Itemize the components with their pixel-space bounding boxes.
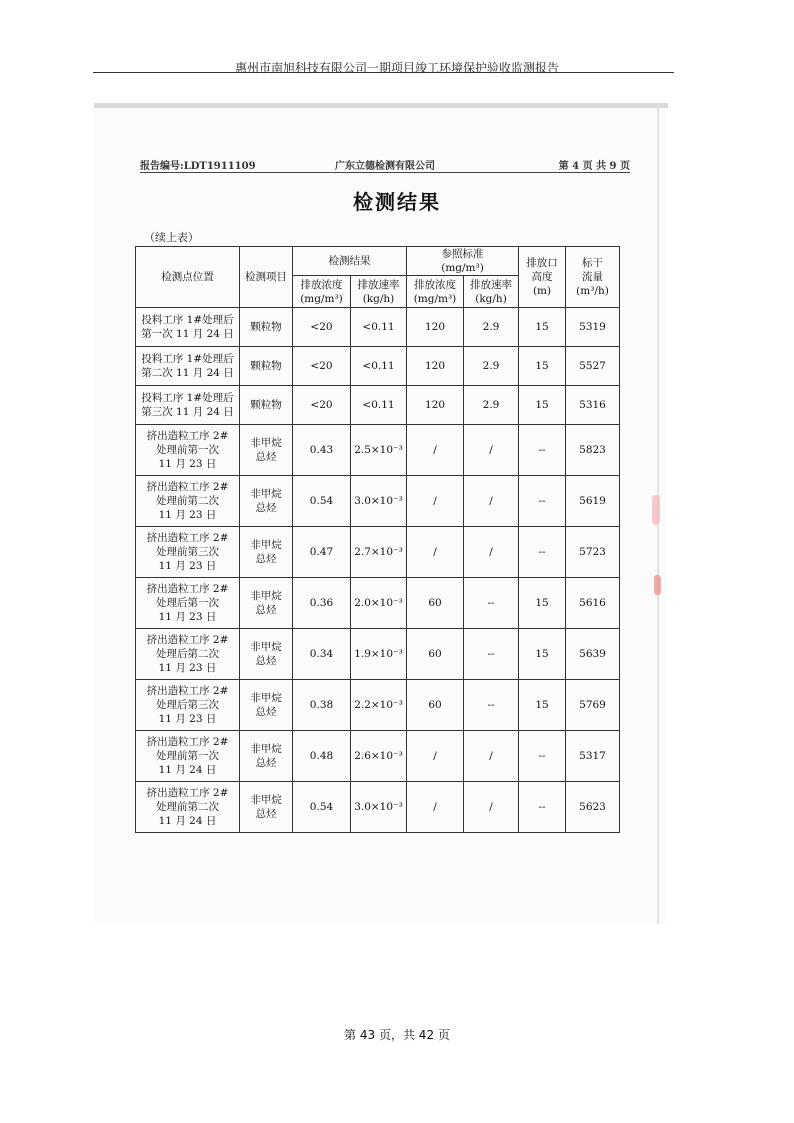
location-line: 处理前第三次: [156, 546, 219, 558]
height-label2: 高度: [531, 271, 553, 283]
location-line: 挤出造粒工序 2#: [146, 481, 229, 493]
flow-cell: 5623: [566, 782, 620, 833]
item-line: 非甲烷: [250, 488, 282, 500]
item-line: 非甲烷: [250, 590, 282, 602]
report-company: 广东立德检测有限公司: [335, 161, 435, 172]
location-line: 挤出造粒工序 2#: [146, 787, 229, 799]
item-cell: [240, 629, 293, 680]
std-rate-unit: (kg/h): [475, 292, 507, 305]
location-line: 处理前第二次: [156, 495, 219, 507]
conc-label: 排放浓度: [300, 278, 343, 291]
std-conc-cell: /: [407, 731, 464, 782]
std-conc-cell: 120: [407, 386, 464, 425]
item-line: 总烃: [255, 604, 277, 616]
location-cell: [136, 308, 240, 347]
item-cell: [240, 731, 293, 782]
flow-unit: (m³/h): [576, 285, 609, 297]
seal-mark: [652, 495, 660, 525]
header-rule: [93, 72, 674, 73]
location-line: 挤出造粒工序 2#: [146, 532, 229, 544]
flow-cell: 5317: [566, 731, 620, 782]
flow-cell: 5619: [566, 476, 620, 527]
rate-cell: <0.11: [351, 386, 407, 425]
report-number: 报告编号:LDT1911109: [140, 161, 256, 172]
header-std-rate: [464, 276, 519, 308]
location-line: 投料工序 1#处理后: [141, 392, 234, 404]
rate-cell: 1.9×10⁻³: [351, 629, 407, 680]
location-line: 第一次 11 月 24 日: [141, 328, 234, 340]
std-rate-cell: /: [464, 782, 519, 833]
item-line: 颗粒物: [250, 321, 282, 333]
conc-cell: 0.48: [293, 731, 351, 782]
height-cell: --: [519, 782, 566, 833]
flow-cell: 5616: [566, 578, 620, 629]
rate-cell: 2.6×10⁻³: [351, 731, 407, 782]
std-conc-cell: /: [407, 527, 464, 578]
standard-label: 参照标准: [441, 248, 484, 260]
location-line: 挤出造粒工序 2#: [146, 736, 229, 748]
height-cell: 15: [519, 680, 566, 731]
header-results-group: 检测结果: [293, 247, 407, 276]
table-row: [136, 386, 620, 425]
location-cell: [136, 386, 240, 425]
location-cell: [136, 347, 240, 386]
conc-cell: 0.36: [293, 578, 351, 629]
scan-top-edge: [94, 103, 668, 108]
continued-label: （续上表）: [144, 231, 199, 244]
location-line: 11 月 23 日: [158, 458, 217, 470]
std-rate-label: 排放速率: [470, 278, 512, 291]
location-line: 11 月 23 日: [158, 611, 217, 623]
location-cell: [136, 782, 240, 833]
location-line: 11 月 23 日: [158, 713, 217, 725]
std-conc-cell: 60: [407, 680, 464, 731]
std-rate-cell: --: [464, 629, 519, 680]
location-line: 挤出造粒工序 2#: [146, 430, 229, 442]
location-line: 处理后第三次: [156, 699, 219, 711]
item-line: 总烃: [255, 655, 277, 667]
header-standard-group: [407, 247, 519, 276]
conc-cell: <20: [293, 386, 351, 425]
std-conc-cell: 120: [407, 347, 464, 386]
location-line: 挤出造粒工序 2#: [146, 583, 229, 595]
height-cell: 15: [519, 629, 566, 680]
location-line: 挤出造粒工序 2#: [146, 634, 229, 646]
flow-cell: 5823: [566, 425, 620, 476]
item-line: 总烃: [255, 502, 277, 514]
rate-cell: 3.0×10⁻³: [351, 476, 407, 527]
location-cell: [136, 629, 240, 680]
height-cell: 15: [519, 347, 566, 386]
table-row: [136, 578, 620, 629]
document-header: 惠州市南旭科技有限公司一期项目竣工环境保护验收监测报告: [234, 61, 559, 75]
rate-label: 排放速率: [357, 278, 400, 291]
rate-cell: 2.2×10⁻³: [351, 680, 407, 731]
table-row: [136, 527, 620, 578]
location-line: 第二次 11 月 24 日: [141, 367, 234, 379]
standard-unit: (mg/m³): [441, 262, 484, 274]
report-info-line: [140, 155, 630, 171]
location-cell: [136, 476, 240, 527]
item-line: 非甲烷: [250, 437, 282, 449]
conc-cell: 0.43: [293, 425, 351, 476]
std-rate-cell: 2.9: [464, 386, 519, 425]
std-rate-cell: /: [464, 425, 519, 476]
table-row: [136, 476, 620, 527]
location-line: 处理前第一次: [156, 444, 219, 456]
item-line: 非甲烷: [250, 692, 282, 704]
location-line: 11 月 24 日: [158, 764, 217, 776]
item-line: 总烃: [255, 706, 277, 718]
flow-cell: 5769: [566, 680, 620, 731]
conc-cell: 0.47: [293, 527, 351, 578]
header-location: 检测点位置: [136, 247, 240, 308]
item-line: 总烃: [255, 451, 277, 463]
conc-cell: 0.54: [293, 476, 351, 527]
location-line: 11 月 23 日: [158, 560, 217, 572]
flow-cell: 5316: [566, 386, 620, 425]
std-conc-cell: 60: [407, 578, 464, 629]
std-conc-cell: /: [407, 476, 464, 527]
height-cell: --: [519, 425, 566, 476]
header-height: [519, 247, 566, 308]
report-rule: [140, 172, 630, 173]
item-cell: [240, 347, 293, 386]
item-line: 颗粒物: [250, 399, 282, 411]
flow-cell: 5527: [566, 347, 620, 386]
height-cell: 15: [519, 578, 566, 629]
header-std-conc: [407, 276, 464, 308]
location-line: 投料工序 1#处理后: [141, 353, 234, 365]
location-line: 处理前第二次: [156, 801, 219, 813]
std-conc-cell: 120: [407, 308, 464, 347]
item-line: 非甲烷: [250, 641, 282, 653]
std-rate-cell: 2.9: [464, 347, 519, 386]
location-line: 处理前第一次: [156, 750, 219, 762]
table-row: [136, 308, 620, 347]
table-row: [136, 782, 620, 833]
table-row: [136, 680, 620, 731]
std-conc-cell: 60: [407, 629, 464, 680]
location-cell: [136, 425, 240, 476]
item-cell: [240, 476, 293, 527]
std-rate-cell: /: [464, 527, 519, 578]
location-line: 处理后第一次: [156, 597, 219, 609]
std-conc-cell: /: [407, 782, 464, 833]
flow-label: 标干: [582, 257, 604, 269]
results-table: [135, 246, 620, 833]
height-cell: 15: [519, 308, 566, 347]
item-line: 非甲烷: [250, 743, 282, 755]
page-footer: 第 43 页，共 42 页: [344, 1028, 450, 1042]
location-line: 处理后第二次: [156, 648, 219, 660]
item-line: 总烃: [255, 757, 277, 769]
flow-cell: 5319: [566, 308, 620, 347]
std-rate-cell: --: [464, 680, 519, 731]
item-line: 总烃: [255, 553, 277, 565]
item-line: 颗粒物: [250, 360, 282, 372]
item-cell: [240, 527, 293, 578]
conc-cell: 0.34: [293, 629, 351, 680]
std-conc-label: 排放浓度: [414, 278, 456, 291]
rate-cell: <0.11: [351, 347, 407, 386]
conc-cell: <20: [293, 347, 351, 386]
location-line: 11 月 23 日: [158, 662, 217, 674]
location-cell: [136, 578, 240, 629]
height-cell: --: [519, 731, 566, 782]
rate-cell: 2.7×10⁻³: [351, 527, 407, 578]
location-cell: [136, 527, 240, 578]
item-line: 总烃: [255, 808, 277, 820]
std-rate-cell: /: [464, 476, 519, 527]
location-cell: [136, 680, 240, 731]
item-cell: [240, 680, 293, 731]
header-rate: [351, 276, 407, 308]
height-label: 排放口: [526, 257, 558, 269]
location-line: 投料工序 1#处理后: [141, 314, 234, 326]
location-line: 11 月 23 日: [158, 509, 217, 521]
height-unit: (m): [532, 285, 552, 297]
item-cell: [240, 782, 293, 833]
location-cell: [136, 731, 240, 782]
std-rate-cell: --: [464, 578, 519, 629]
rate-cell: 2.5×10⁻³: [351, 425, 407, 476]
table-row: [136, 347, 620, 386]
header-flow: [566, 247, 620, 308]
std-rate-cell: 2.9: [464, 308, 519, 347]
std-conc-cell: /: [407, 425, 464, 476]
page-title: 检测结果: [353, 190, 441, 214]
std-rate-cell: /: [464, 731, 519, 782]
item-cell: [240, 425, 293, 476]
conc-unit: (mg/m³): [300, 292, 343, 305]
location-line: 11 月 24 日: [158, 815, 217, 827]
rate-cell: <0.11: [351, 308, 407, 347]
item-cell: [240, 578, 293, 629]
table-row: [136, 629, 620, 680]
header-row: [136, 247, 620, 276]
flow-cell: 5639: [566, 629, 620, 680]
table-row: [136, 425, 620, 476]
item-cell: [240, 386, 293, 425]
seal-mark: [654, 575, 661, 595]
conc-cell: 0.54: [293, 782, 351, 833]
location-line: 第三次 11 月 24 日: [141, 406, 234, 418]
rate-cell: 3.0×10⁻³: [351, 782, 407, 833]
height-cell: 15: [519, 386, 566, 425]
location-line: 挤出造粒工序 2#: [146, 685, 229, 697]
item-cell: [240, 308, 293, 347]
std-conc-unit: (mg/m³): [413, 292, 457, 305]
item-line: 非甲烷: [250, 794, 282, 806]
conc-cell: <20: [293, 308, 351, 347]
header-item: 检测项目: [240, 247, 293, 308]
flow-label2: 流量: [582, 271, 604, 283]
height-cell: --: [519, 527, 566, 578]
rate-unit: (kg/h): [362, 292, 395, 305]
table-row: [136, 731, 620, 782]
rate-cell: 2.0×10⁻³: [351, 578, 407, 629]
report-page-info: 第 4 页 共 9 页: [558, 161, 630, 172]
header-conc: [293, 276, 351, 308]
height-cell: --: [519, 476, 566, 527]
flow-cell: 5723: [566, 527, 620, 578]
conc-cell: 0.38: [293, 680, 351, 731]
item-line: 非甲烷: [250, 539, 282, 551]
